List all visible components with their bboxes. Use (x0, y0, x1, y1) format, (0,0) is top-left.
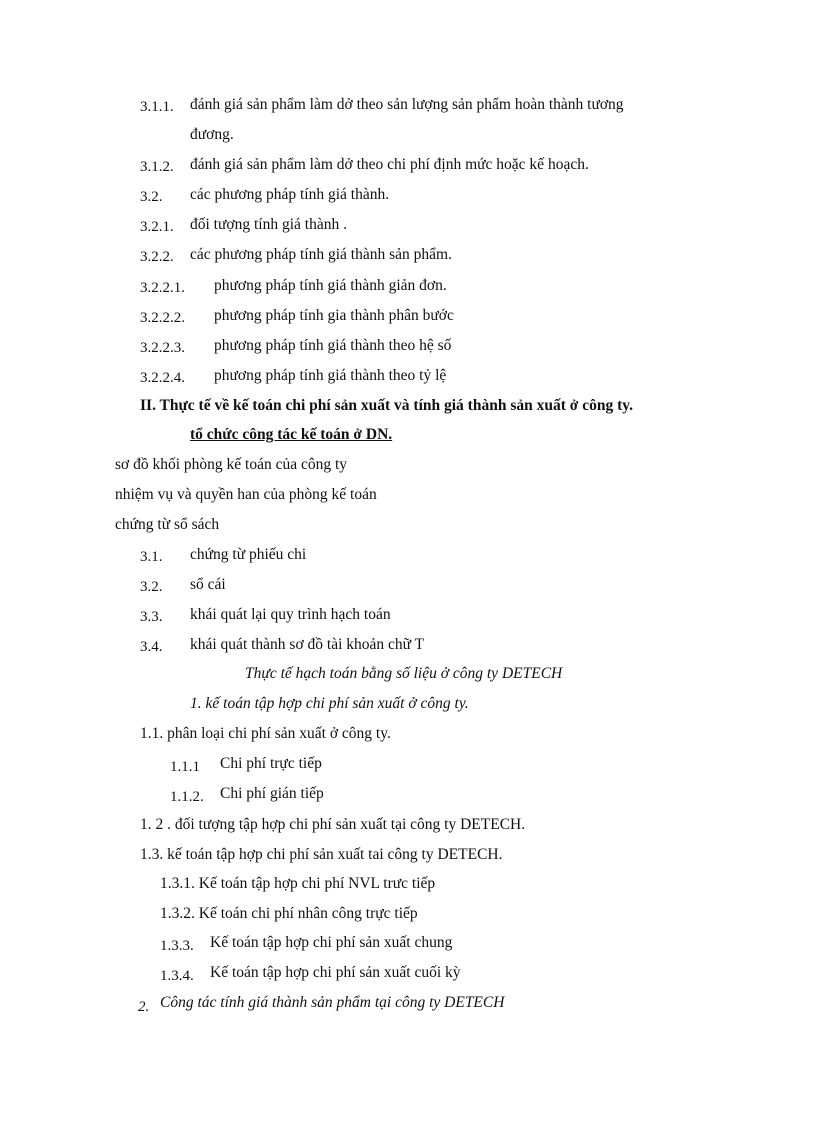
outline-item: chứng từ sổ sách (115, 516, 220, 533)
outline-item: sơ đồ khối phòng kế toán của công ty (115, 456, 348, 473)
outline-item-continuation: đương. (190, 126, 234, 143)
item-number: 1.1.2. (170, 789, 204, 805)
item-number: 3.3. (140, 609, 163, 625)
item-number: 3.2.2.3. (140, 340, 185, 356)
outline-item: khái quát lại quy trình hạch toán (190, 606, 391, 623)
outline-item: 1. 2 . đối tượng tập hợp chi phí sản xuất tại công ty DETECH. (140, 816, 526, 833)
outline-item: đánh giá sản phẩm làm dở theo sản lượng sản phẩm hoàn thành tương (190, 96, 624, 113)
item-number: 3.1.2. (140, 159, 174, 175)
outline-item: Chi phí gián tiếp (220, 785, 324, 802)
item-number: 1.1.1 (170, 759, 200, 775)
item-number: 3.2.2.2. (140, 310, 185, 326)
outline-item: phương pháp tính giá thành theo hệ số (214, 337, 452, 354)
item-number: 3.2. (140, 189, 163, 205)
section-heading-italic: Công tác tính giá thành sản phẩm tại công ty DETECH (160, 994, 505, 1011)
outline-item: Kế toán tập hợp chi phí sản xuất cuối kỳ (210, 964, 461, 981)
outline-item: đánh giá sản phẩm làm dở theo chi phí định mức hoặc kế hoạch. (190, 156, 589, 173)
item-number: 3.2.2.1. (140, 280, 185, 296)
item-number: 3.2.2. (140, 249, 174, 265)
outline-item: các phương pháp tính giá thành sản phẩm. (190, 246, 452, 263)
item-number: 3.2.1. (140, 219, 174, 235)
item-number: 3.1.1. (140, 99, 174, 115)
outline-item: 1.3. kế toán tập hợp chi phí sản xuất tai công ty DETECH. (140, 846, 503, 863)
outline-item: Chi phí trực tiếp (220, 755, 322, 772)
subsection-heading-italic: 1. kế toán tập hợp chi phí sản xuất ở công ty. (190, 695, 469, 712)
outline-item: phương pháp tính giá thành giản đơn. (214, 277, 447, 294)
outline-item: các phương pháp tính giá thành. (190, 186, 390, 203)
outline-item: 1.3.1. Kế toán tập hợp chi phí NVL trưc tiếp (160, 875, 436, 892)
outline-item: Kế toán tập hợp chi phí sản xuất chung (210, 934, 453, 951)
item-number: 1.3.3. (160, 938, 194, 954)
section-heading-italic: Thực tế hạch toán bằng số liệu ở công ty DETECH (245, 665, 563, 682)
outline-item: sổ cái (190, 576, 226, 593)
subsection-heading: tổ chức công tác kế toán ở DN. (190, 426, 393, 443)
outline-item: phương pháp tính gia thành phân bước (214, 307, 454, 324)
item-number: 3.2. (140, 579, 163, 595)
item-number: 3.1. (140, 549, 163, 565)
item-number: 2. (138, 999, 150, 1015)
outline-item: 1.3.2. Kế toán chi phí nhân công trực tiếp (160, 905, 418, 922)
outline-item: khái quát thành sơ đồ tài khoản chữ T (190, 636, 425, 653)
outline-item: phương pháp tính giá thành theo tỷ lệ (214, 367, 447, 384)
item-number: 1.3.4. (160, 968, 194, 984)
section-heading: II. Thực tế về kế toán chi phí sản xuất và tính giá thành sản xuất ở công ty. (140, 397, 634, 414)
item-number: 3.2.2.4. (140, 370, 185, 386)
outline-item: 1.1. phân loại chi phí sản xuất ở công ty. (140, 725, 391, 742)
outline-item: chứng từ phiếu chi (190, 546, 307, 563)
outline-item: đối tượng tính giá thành . (190, 216, 347, 233)
outline-item: nhiệm vụ và quyền han của phòng kế toán (115, 486, 377, 503)
item-number: 3.4. (140, 639, 163, 655)
